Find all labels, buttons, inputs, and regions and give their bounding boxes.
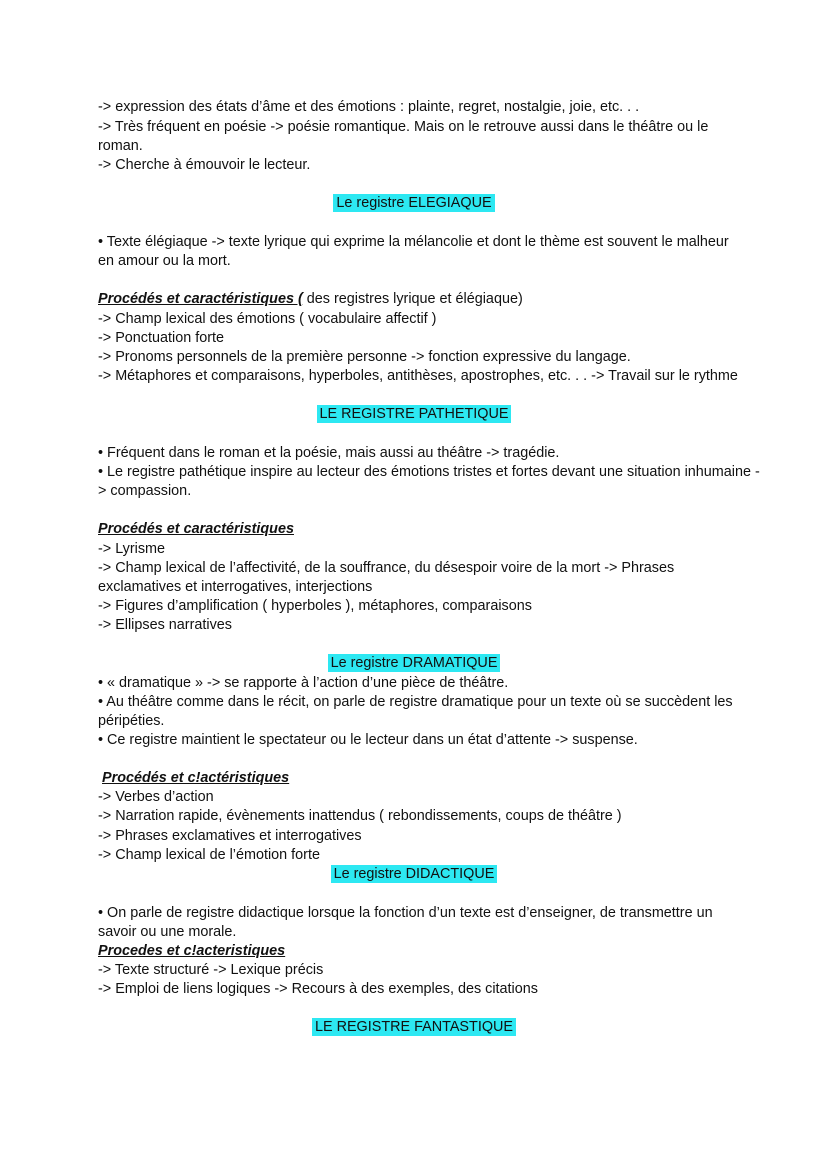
text-line: en amour ou la mort. — [98, 253, 231, 269]
procedes-heading — [102, 769, 289, 788]
text-line: -> Cherche à émouvoir le lecteur. — [98, 157, 311, 173]
text-line: • Texte élégiaque -> texte lyrique qui exprime la mélancolie et dont le thème est souvent le malheur — [98, 234, 729, 250]
list-item: -> Champ lexical des émotions ( vocabulaire affectif ) — [98, 311, 437, 327]
heading-label: LE REGISTRE PATHETIQUE — [317, 405, 512, 423]
text-line: • On parle de registre didactique lorsque la fonction d’un texte est d’enseigner, de transmettre un — [98, 905, 713, 921]
text-line: • Ce registre maintient le spectateur ou le lecteur dans un état d’attente -> suspense. — [98, 732, 638, 748]
list-item: -> Verbes d’action — [98, 789, 214, 805]
text-line: • Au théâtre comme dans le récit, on parle de registre dramatique pour un texte où se succèdent les — [98, 694, 733, 710]
procedes-note: des registres lyrique et élégiaque) — [302, 291, 523, 307]
procedes-title: Procedes et c!acteristiques — [98, 943, 286, 959]
text-line: péripéties. — [98, 713, 165, 729]
list-item: -> Champ lexical de l’émotion forte — [98, 847, 320, 863]
text-line: • Le registre pathétique inspire au lecteur des émotions tristes et fortes devant une situation inhumaine - — [98, 464, 760, 480]
list-item: -> Champ lexical de l’affectivité, de la souffrance, du désespoir voire de la mort -> Phrases — [98, 560, 675, 576]
section-heading-elegiaque — [0, 194, 828, 213]
list-item: -> Phrases exclamatives et interrogatives — [98, 828, 362, 844]
heading-label: Le registre ELEGIAQUE — [333, 194, 494, 212]
section-heading-didactique — [0, 865, 828, 884]
procedes-title: Procédés et c!actéristiques — [102, 770, 290, 786]
section-heading-fantastique — [0, 1018, 828, 1037]
list-item: -> Pronoms personnels de la première personne -> fonction expressive du langage. — [98, 349, 631, 365]
procedes-heading — [98, 520, 294, 539]
list-item: -> Texte structuré -> Lexique précis — [98, 962, 324, 978]
procedes-heading — [98, 290, 523, 309]
list-item: -> Emploi de liens logiques -> Recours à des exemples, des citations — [98, 981, 538, 997]
text-line: -> expression des états d’âme et des émotions : plainte, regret, nostalgie, joie, etc. . . — [98, 99, 640, 115]
text-line: savoir ou une morale. — [98, 924, 237, 940]
list-item: -> Métaphores et comparaisons, hyperboles, antithèses, apostrophes, etc. . . -> Travail sur le rythme — [98, 368, 738, 384]
list-item: -> Narration rapide, évènements inattendus ( rebondissements, coups de théâtre ) — [98, 808, 622, 824]
procedes-heading — [98, 942, 285, 961]
list-item: exclamatives et interrogatives, interjections — [98, 579, 373, 595]
procedes-title: Procédés et caractéristiques — [98, 521, 294, 537]
list-item: -> Lyrisme — [98, 541, 166, 557]
section-heading-pathetique — [0, 405, 828, 424]
list-item: -> Figures d’amplification ( hyperboles ), métaphores, comparaisons — [98, 598, 532, 614]
text-line: -> Très fréquent en poésie -> poésie romantique. Mais on le retrouve aussi dans le théâtre ou le — [98, 119, 709, 135]
list-item: -> Ponctuation forte — [98, 330, 224, 346]
text-line: roman. — [98, 138, 143, 154]
text-line: • Fréquent dans le roman et la poésie, mais aussi au théâtre -> tragédie. — [98, 445, 560, 461]
procedes-title: Procédés et caractéristiques ( — [98, 291, 303, 307]
heading-label: Le registre DRAMATIQUE — [328, 654, 501, 672]
text-line: • « dramatique » -> se rapporte à l’action d’une pièce de théâtre. — [98, 675, 509, 691]
heading-label: LE REGISTRE FANTASTIQUE — [312, 1018, 516, 1036]
heading-label: Le registre DIDACTIQUE — [331, 865, 498, 883]
section-heading-dramatique — [0, 654, 828, 673]
text-line: > compassion. — [98, 483, 192, 499]
list-item: -> Ellipses narratives — [98, 617, 232, 633]
